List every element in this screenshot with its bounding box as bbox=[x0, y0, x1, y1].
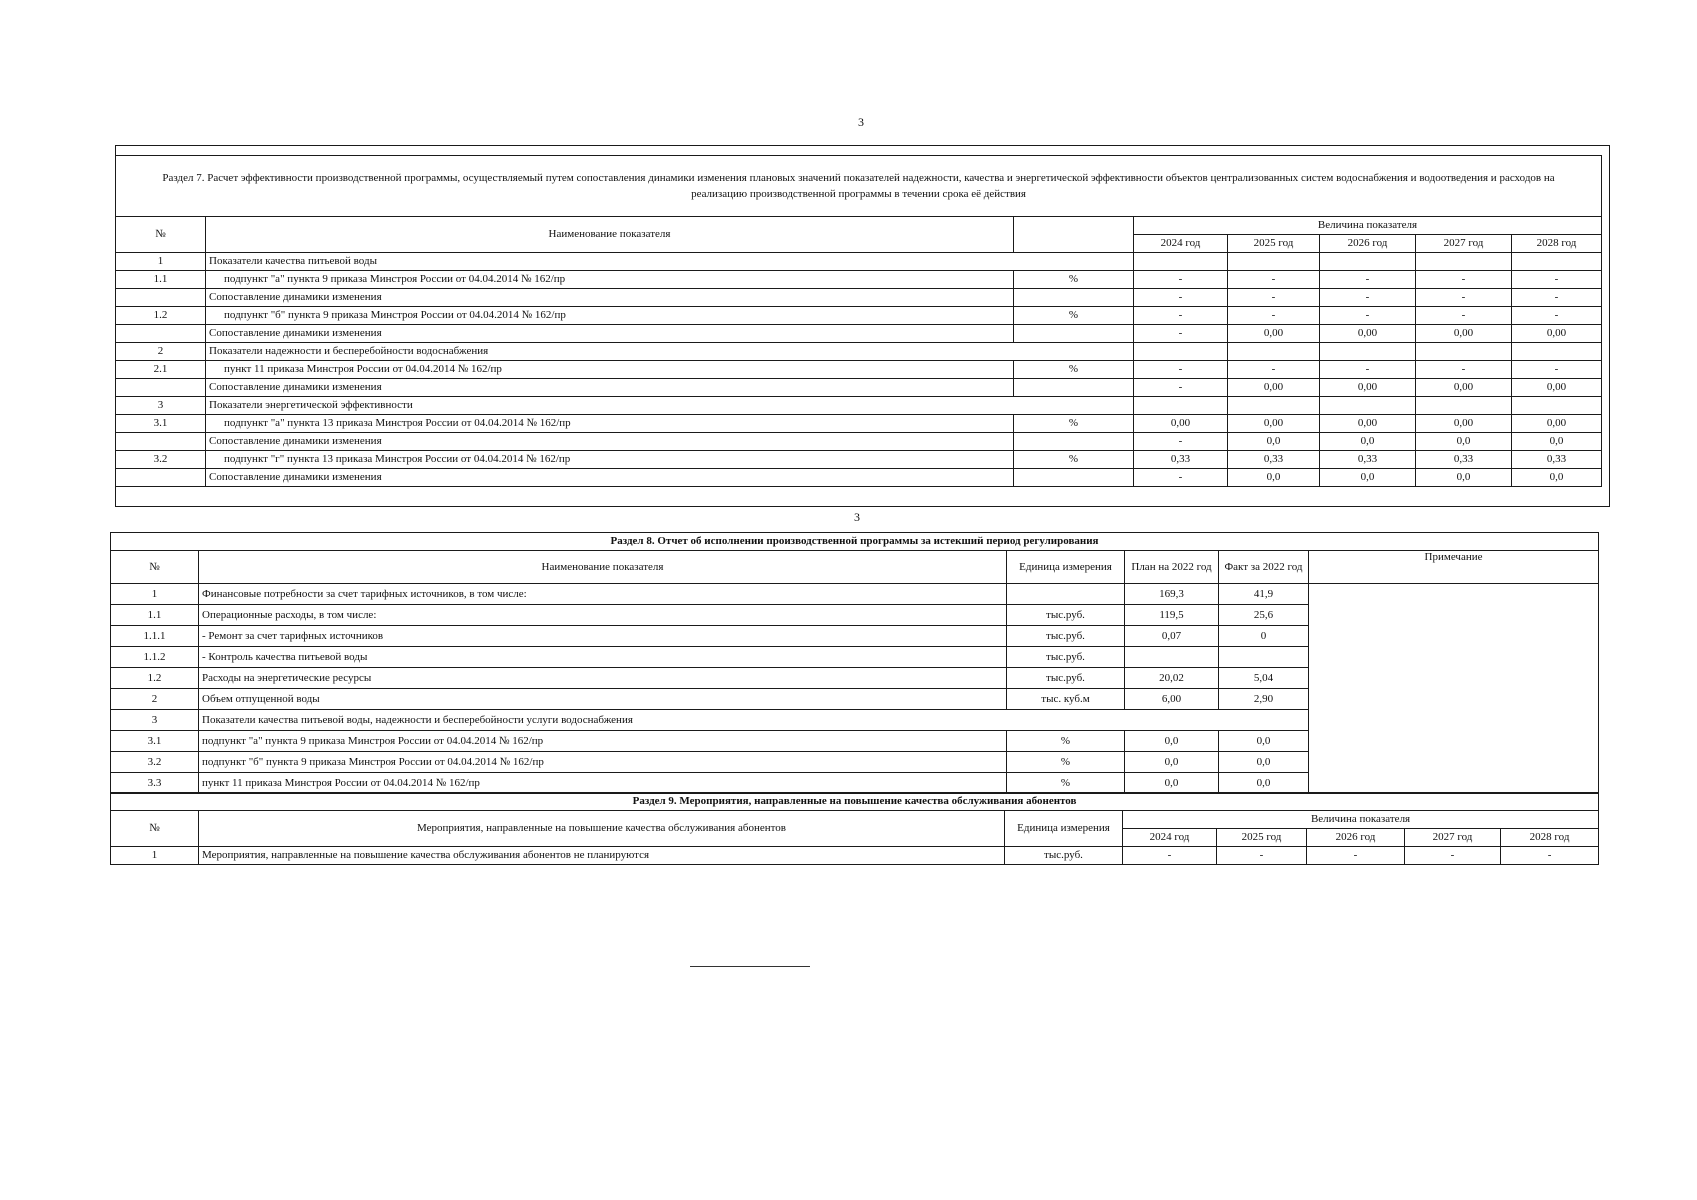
plan-value: 0,07 bbox=[1125, 626, 1219, 647]
row-number: 3.1 bbox=[111, 731, 199, 752]
row-unit bbox=[1014, 469, 1134, 487]
value-cell bbox=[1134, 343, 1228, 361]
row-number: 3.2 bbox=[111, 752, 199, 773]
row-unit: % bbox=[1007, 752, 1125, 773]
fact-value: 41,9 bbox=[1219, 584, 1309, 605]
plan-value bbox=[1125, 647, 1219, 668]
value-cell: - bbox=[1320, 271, 1416, 289]
section8-table bbox=[110, 532, 1599, 794]
value-cell: - bbox=[1512, 361, 1602, 379]
row-unit bbox=[1014, 289, 1134, 307]
table-row bbox=[116, 325, 1602, 343]
value-cell: - bbox=[1320, 361, 1416, 379]
section9-year-header: 2027 год bbox=[1405, 829, 1501, 847]
row-unit: тыс.руб. bbox=[1007, 626, 1125, 647]
table-row bbox=[116, 379, 1602, 397]
row-name: Показатели качества питьевой воды bbox=[206, 253, 1134, 271]
plan-value: 0,0 bbox=[1125, 731, 1219, 752]
value-cell: - bbox=[1134, 307, 1228, 325]
row-unit bbox=[1014, 325, 1134, 343]
row-unit: тыс.руб. bbox=[1005, 847, 1123, 865]
row-number: 3 bbox=[116, 397, 206, 415]
value-cell: - bbox=[1123, 847, 1217, 865]
row-name: Расходы на энергетические ресурсы bbox=[199, 668, 1007, 689]
value-cell bbox=[1134, 253, 1228, 271]
value-cell: - bbox=[1134, 325, 1228, 343]
page-number-top: 3 bbox=[858, 115, 864, 129]
value-cell: - bbox=[1217, 847, 1307, 865]
value-cell bbox=[1416, 343, 1512, 361]
table-row bbox=[111, 584, 1599, 605]
row-name: Операционные расходы, в том числе: bbox=[199, 605, 1007, 626]
section8-header-name: Наименование показателя bbox=[199, 551, 1007, 584]
row-name: подпункт "г" пункта 13 приказа Минстроя России от 04.04.2014 № 162/пр bbox=[206, 451, 1014, 469]
value-cell bbox=[1416, 397, 1512, 415]
value-cell bbox=[1134, 397, 1228, 415]
value-cell: 0,0 bbox=[1320, 433, 1416, 451]
row-name: пункт 11 приказа Минстроя России от 04.04.2014 № 162/пр bbox=[199, 773, 1007, 794]
fact-value: 0,0 bbox=[1219, 752, 1309, 773]
footer-separator bbox=[690, 966, 810, 967]
value-cell: - bbox=[1512, 271, 1602, 289]
plan-value: 119,5 bbox=[1125, 605, 1219, 626]
value-cell: - bbox=[1228, 307, 1320, 325]
section7-year-header: 2028 год bbox=[1512, 235, 1602, 253]
value-cell: 0,00 bbox=[1512, 415, 1602, 433]
fact-value: 25,6 bbox=[1219, 605, 1309, 626]
row-number: 2 bbox=[116, 343, 206, 361]
value-cell: 0,33 bbox=[1416, 451, 1512, 469]
value-cell: 0,0 bbox=[1228, 469, 1320, 487]
row-number: 1.2 bbox=[116, 307, 206, 325]
row-unit bbox=[1014, 379, 1134, 397]
value-cell bbox=[1512, 343, 1602, 361]
plan-value: 0,0 bbox=[1125, 752, 1219, 773]
row-unit: тыс.руб. bbox=[1007, 647, 1125, 668]
row-name: Показатели надежности и бесперебойности водоснабжения bbox=[206, 343, 1134, 361]
value-cell: 0,00 bbox=[1228, 325, 1320, 343]
section7-header-unit bbox=[1014, 217, 1134, 253]
row-unit bbox=[1007, 584, 1125, 605]
row-name: Сопоставление динамики изменения bbox=[206, 289, 1014, 307]
value-cell bbox=[1228, 397, 1320, 415]
value-cell: 0,00 bbox=[1320, 379, 1416, 397]
row-number: 1.1 bbox=[111, 605, 199, 626]
table-row bbox=[116, 289, 1602, 307]
table-row bbox=[111, 847, 1599, 865]
row-number: 2.1 bbox=[116, 361, 206, 379]
value-cell: - bbox=[1134, 271, 1228, 289]
fact-value: 0 bbox=[1219, 626, 1309, 647]
fact-value: 0,0 bbox=[1219, 773, 1309, 794]
row-name: Показатели качества питьевой воды, надежности и бесперебойности услуги водоснабжения bbox=[199, 710, 1309, 731]
row-name: Финансовые потребности за счет тарифных источников, в том числе: bbox=[199, 584, 1007, 605]
section7-title: Раздел 7. Расчет эффективности производственной программы, осуществляемый путем сопоставления динамики изменения плановых значений показателей надежности, качества и энергетической эффективности объектов централизованных систем водоснабжения и водоотведения и расходов на реализацию производственной программы в течении срока её действия bbox=[116, 156, 1602, 217]
row-number: 1.1.2 bbox=[111, 647, 199, 668]
value-cell: 0,33 bbox=[1134, 451, 1228, 469]
row-name: подпункт "а" пункта 9 приказа Минстроя России от 04.04.2014 № 162/пр bbox=[199, 731, 1007, 752]
value-cell: - bbox=[1228, 289, 1320, 307]
value-cell: - bbox=[1307, 847, 1405, 865]
value-cell: - bbox=[1416, 361, 1512, 379]
value-cell bbox=[1512, 397, 1602, 415]
section9-year-header: 2025 год bbox=[1217, 829, 1307, 847]
row-number bbox=[116, 433, 206, 451]
value-cell: 0,33 bbox=[1512, 451, 1602, 469]
section9-header-unit: Единица измерения bbox=[1005, 811, 1123, 847]
row-unit: % bbox=[1014, 361, 1134, 379]
row-name: Показатели энергетической эффективности bbox=[206, 397, 1134, 415]
section7-year-header: 2026 год bbox=[1320, 235, 1416, 253]
table-row bbox=[116, 415, 1602, 433]
row-number: 3.2 bbox=[116, 451, 206, 469]
row-name: Сопоставление динамики изменения bbox=[206, 469, 1014, 487]
value-cell: 0,00 bbox=[1512, 325, 1602, 343]
value-cell: 0,00 bbox=[1134, 415, 1228, 433]
value-cell: 0,00 bbox=[1416, 415, 1512, 433]
row-name: - Ремонт за счет тарифных источников bbox=[199, 626, 1007, 647]
section8-header-plan: План на 2022 год bbox=[1125, 551, 1219, 584]
table-row bbox=[116, 361, 1602, 379]
value-cell bbox=[1512, 253, 1602, 271]
row-number: 1.1.1 bbox=[111, 626, 199, 647]
value-cell: 0,00 bbox=[1320, 325, 1416, 343]
value-cell: - bbox=[1405, 847, 1501, 865]
section7-table bbox=[115, 155, 1602, 487]
row-number bbox=[116, 469, 206, 487]
row-number: 1 bbox=[116, 253, 206, 271]
value-cell: 0,00 bbox=[1416, 379, 1512, 397]
value-cell: - bbox=[1512, 289, 1602, 307]
row-name: Сопоставление динамики изменения bbox=[206, 325, 1014, 343]
row-number bbox=[116, 325, 206, 343]
value-cell: - bbox=[1416, 271, 1512, 289]
value-cell bbox=[1416, 253, 1512, 271]
value-cell: 0,33 bbox=[1320, 451, 1416, 469]
value-cell: - bbox=[1228, 361, 1320, 379]
section8-header-note: Примечание bbox=[1309, 551, 1599, 584]
row-name: Объем отпущенной воды bbox=[199, 689, 1007, 710]
table-row bbox=[116, 469, 1602, 487]
section8-header-fact: Факт за 2022 год bbox=[1219, 551, 1309, 584]
value-cell bbox=[1228, 253, 1320, 271]
value-cell: 0,00 bbox=[1320, 415, 1416, 433]
value-cell: 0,33 bbox=[1228, 451, 1320, 469]
value-cell: 0,0 bbox=[1512, 469, 1602, 487]
table-row bbox=[116, 397, 1602, 415]
row-unit: % bbox=[1014, 307, 1134, 325]
value-cell: - bbox=[1320, 307, 1416, 325]
row-unit bbox=[1014, 433, 1134, 451]
row-number: 1.2 bbox=[111, 668, 199, 689]
row-number: 3.3 bbox=[111, 773, 199, 794]
row-number bbox=[116, 289, 206, 307]
section7-header-name: Наименование показателя bbox=[206, 217, 1014, 253]
value-cell: - bbox=[1134, 361, 1228, 379]
plan-value: 0,0 bbox=[1125, 773, 1219, 794]
table-row bbox=[116, 271, 1602, 289]
row-unit: тыс. куб.м bbox=[1007, 689, 1125, 710]
value-cell: - bbox=[1320, 289, 1416, 307]
row-unit: % bbox=[1014, 451, 1134, 469]
row-name: Сопоставление динамики изменения bbox=[206, 379, 1014, 397]
section7-year-header: 2024 год bbox=[1134, 235, 1228, 253]
section9-header-value: Величина показателя bbox=[1123, 811, 1599, 829]
value-cell: - bbox=[1228, 271, 1320, 289]
section9-table bbox=[110, 792, 1599, 865]
row-name: подпункт "а" пункта 13 приказа Минстроя России от 04.04.2014 № 162/пр bbox=[206, 415, 1014, 433]
section7-header-value: Величина показателя bbox=[1134, 217, 1602, 235]
section8-header-num: № bbox=[111, 551, 199, 584]
row-unit: тыс.руб. bbox=[1007, 668, 1125, 689]
row-name: подпункт "б" пункта 9 приказа Минстроя России от 04.04.2014 № 162/пр bbox=[206, 307, 1014, 325]
row-unit: % bbox=[1014, 415, 1134, 433]
table-row bbox=[116, 433, 1602, 451]
section9-year-header: 2024 год bbox=[1123, 829, 1217, 847]
value-cell: - bbox=[1134, 379, 1228, 397]
fact-value: 0,0 bbox=[1219, 731, 1309, 752]
value-cell: 0,0 bbox=[1228, 433, 1320, 451]
value-cell: - bbox=[1134, 433, 1228, 451]
row-name: подпункт "а" пункта 9 приказа Минстроя России от 04.04.2014 № 162/пр bbox=[206, 271, 1014, 289]
fact-value: 5,04 bbox=[1219, 668, 1309, 689]
value-cell: - bbox=[1134, 289, 1228, 307]
section9-year-header: 2026 год bbox=[1307, 829, 1405, 847]
value-cell: 0,0 bbox=[1320, 469, 1416, 487]
table-row bbox=[116, 253, 1602, 271]
section9-year-header: 2028 год bbox=[1501, 829, 1599, 847]
row-number: 1 bbox=[111, 584, 199, 605]
row-number: 2 bbox=[111, 689, 199, 710]
row-number: 3.1 bbox=[116, 415, 206, 433]
plan-value: 20,02 bbox=[1125, 668, 1219, 689]
fact-value: 2,90 bbox=[1219, 689, 1309, 710]
section9-title: Раздел 9. Мероприятия, направленные на повышение качества обслуживания абонентов bbox=[111, 793, 1599, 811]
section9-header-name: Мероприятия, направленные на повышение качества обслуживания абонентов bbox=[199, 811, 1005, 847]
row-name: - Контроль качества питьевой воды bbox=[199, 647, 1007, 668]
section7-year-header: 2025 год bbox=[1228, 235, 1320, 253]
row-unit: тыс.руб. bbox=[1007, 605, 1125, 626]
plan-value: 169,3 bbox=[1125, 584, 1219, 605]
section8-title: Раздел 8. Отчет об исполнении производственной программы за истекший период регулирования bbox=[111, 533, 1599, 551]
row-name: пункт 11 приказа Минстроя России от 04.04.2014 № 162/пр bbox=[206, 361, 1014, 379]
value-cell: 0,0 bbox=[1416, 433, 1512, 451]
table-row bbox=[116, 451, 1602, 469]
value-cell: 0,00 bbox=[1228, 379, 1320, 397]
section9-header-num: № bbox=[111, 811, 199, 847]
row-number: 1.1 bbox=[116, 271, 206, 289]
value-cell bbox=[1320, 253, 1416, 271]
table-row bbox=[116, 343, 1602, 361]
value-cell: 0,00 bbox=[1416, 325, 1512, 343]
row-unit: % bbox=[1007, 773, 1125, 794]
plan-value: 6,00 bbox=[1125, 689, 1219, 710]
value-cell: - bbox=[1416, 307, 1512, 325]
row-name: Мероприятия, направленные на повышение качества обслуживания абонентов не планируются bbox=[199, 847, 1005, 865]
row-number bbox=[116, 379, 206, 397]
section7-year-header: 2027 год bbox=[1416, 235, 1512, 253]
value-cell: 0,00 bbox=[1512, 379, 1602, 397]
value-cell bbox=[1320, 397, 1416, 415]
value-cell: - bbox=[1134, 469, 1228, 487]
value-cell: - bbox=[1416, 289, 1512, 307]
table-row bbox=[116, 307, 1602, 325]
page-number-mid: 3 bbox=[854, 510, 860, 524]
row-name: Сопоставление динамики изменения bbox=[206, 433, 1014, 451]
value-cell: 0,0 bbox=[1512, 433, 1602, 451]
fact-value bbox=[1219, 647, 1309, 668]
row-unit: % bbox=[1014, 271, 1134, 289]
value-cell bbox=[1228, 343, 1320, 361]
note-cell bbox=[1309, 584, 1599, 794]
row-number: 3 bbox=[111, 710, 199, 731]
row-name: подпункт "б" пункта 9 приказа Минстроя России от 04.04.2014 № 162/пр bbox=[199, 752, 1007, 773]
value-cell: 0,00 bbox=[1228, 415, 1320, 433]
section8-header-unit: Единица измерения bbox=[1007, 551, 1125, 584]
value-cell: 0,0 bbox=[1416, 469, 1512, 487]
value-cell: - bbox=[1512, 307, 1602, 325]
section7-header-num: № bbox=[116, 217, 206, 253]
value-cell: - bbox=[1501, 847, 1599, 865]
row-unit: % bbox=[1007, 731, 1125, 752]
value-cell bbox=[1320, 343, 1416, 361]
row-number: 1 bbox=[111, 847, 199, 865]
